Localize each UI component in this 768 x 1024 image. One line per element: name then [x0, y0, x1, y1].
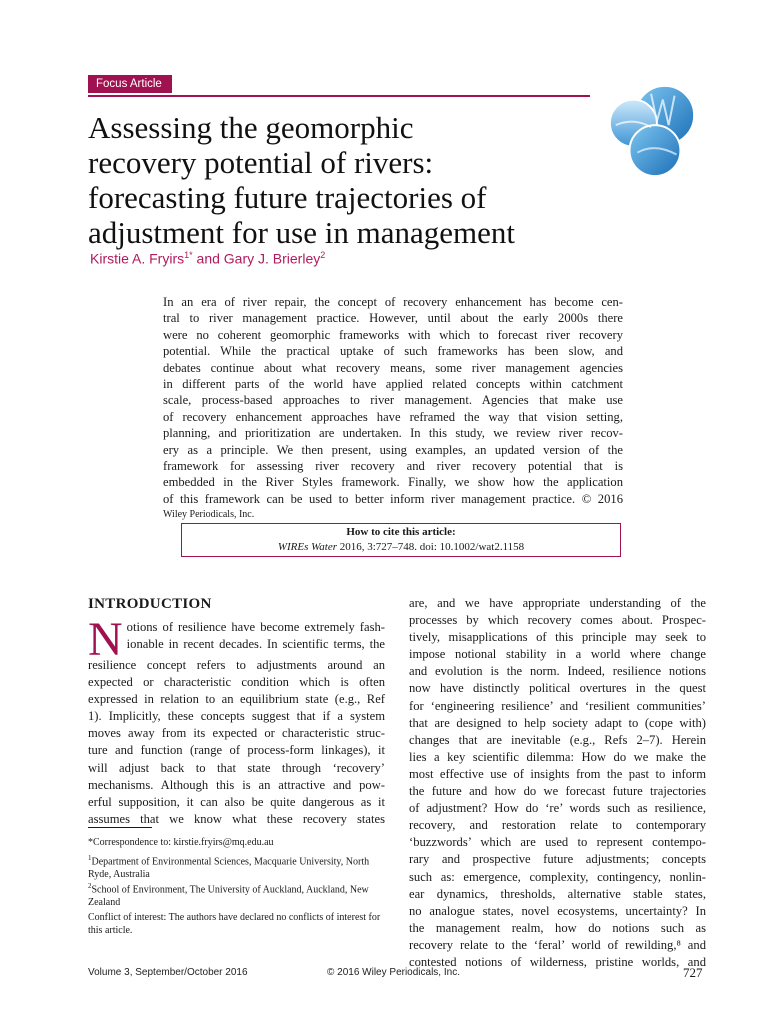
body-line: no analogue states, novel ecosystems, uncertainty? In [409, 903, 706, 918]
drop-cap: N [88, 613, 123, 666]
body-line: most effective use of insights from the past to inform [409, 766, 706, 781]
title-line: Assessing the geomorphic [88, 110, 414, 145]
body-line: moves away from its expected or characteristic struc- [88, 726, 385, 741]
journal-logo-icon [604, 82, 702, 180]
body-line: for ‘engineering resilience’ and ‘resilient communities’ [409, 698, 706, 713]
right-column [409, 595, 706, 971]
body-line: the management realm, how do notions such as [409, 920, 706, 935]
header-rule [88, 95, 590, 97]
abstract-line: of this framework can be used to better inform river management practice. © 2016 [163, 491, 623, 506]
abstract-line: planning, and prioritization are undertaken. In this study, we review river recov- [163, 426, 623, 441]
affiliation-note [88, 880, 385, 909]
article-type-badge: Focus Article [88, 75, 172, 93]
body-line: ionable in recent decades. In scientific terms, the [126, 637, 385, 652]
body-line: and evolution is the norm. Indeed, resilience notions [409, 664, 706, 679]
body-line: will adjust back to that state through ‘recovery’ [88, 760, 385, 775]
abstract-line: of recovery enhancement approaches have reframed the way that vision setting, [163, 409, 623, 424]
body-line: of adjustment? How do ‘re’ words such as resilience, [409, 801, 706, 816]
abstract-line: In an era of river repair, the concept of recovery enhancement has become cen- [163, 295, 623, 309]
body-line: recovery relate to the ‘feral’ world of rewilding,⁸ and [409, 937, 706, 952]
affiliation-mark: 2 [88, 882, 92, 890]
body-line: ture and function (range of process-form linkages), it [88, 743, 385, 758]
body-line: resilience concept refers to adjustments around an [88, 658, 385, 672]
abstract-line: potential. While the practical uptake of such frameworks has been slow, and [163, 344, 623, 359]
abstract-line: tral to river management practice. However, until about the early 2000s there [163, 311, 623, 326]
author-list [90, 250, 325, 267]
body-line: such as: emergence, complexity, contingency, nonlin- [409, 869, 706, 884]
body-line: expected or characteristic condition which is often [88, 675, 385, 690]
citation-ref: 2016, 3:727–748. doi: 10.1002/wat2.1158 [336, 541, 525, 553]
body-line: rary and prospective future adjustments; concepts [409, 852, 706, 867]
body-line: 1). Implicitly, these concepts suggest that if a system [88, 709, 385, 724]
affiliation-mark: 2 [320, 250, 326, 260]
body-line: otions of resilience have become extremely fash- [126, 620, 385, 634]
abstract-line: framework for assessing river recovery and river recovery potential that is [163, 458, 623, 473]
author-name[interactable]: and Gary J. Brierley [192, 250, 321, 267]
body-line: ear dynamics, thresholds, alternative stable states, [409, 886, 706, 901]
title-line: recovery potential of rivers: [88, 145, 434, 180]
abstract-line: were no coherent geomorphic frameworks with which to forecast river recovery [163, 327, 623, 342]
body-line: tively, misapplications of this principle may seek to [409, 630, 706, 645]
author-name[interactable]: Kirstie A. Fryirs [90, 250, 185, 267]
affiliation-text: Department of Environmental Sciences, Macquarie University, North Ryde, Australia [88, 856, 370, 881]
body-line: lies a key scientific dilemma: How do we make the [409, 749, 706, 764]
page-number: 727 [683, 965, 703, 980]
body-line: mechanisms. Although this is an attractive and pow- [88, 777, 385, 792]
body-line: ‘buzzwords’ which are used to represent contempo- [409, 835, 706, 850]
body-line: the future and how do we forecast future trajectories [409, 784, 706, 799]
section-heading: INTRODUCTION [88, 596, 212, 612]
body-line: now have distinctly political overtures in the quest [409, 681, 706, 696]
article-title [88, 110, 598, 250]
abstract-copyright: Wiley Periodicals, Inc. [163, 509, 255, 521]
body-line: processes by which recovery comes about. Prospec- [409, 613, 706, 628]
abstract [163, 294, 623, 522]
citation-heading: How to cite this article: [346, 526, 456, 538]
footnote-rule [88, 827, 152, 828]
journal-name: WIREs Water [277, 541, 337, 553]
body-line: contested notions of wilderness, pristine worlds, and [409, 954, 706, 969]
footer-copyright: © 2016 Wiley Periodicals, Inc. [327, 967, 460, 978]
abstract-line: in different parts of the world have applied related concepts within catchment [163, 376, 623, 391]
body-line: are, and we have appropriate understanding of the [409, 596, 706, 610]
body-line: expressed in relation to an equilibrium state (e.g., Ref [88, 692, 385, 707]
correspondence-note[interactable]: *Correspondence to: kirstie.fryirs@mq.edu.au [88, 837, 274, 848]
affiliation-mark: 1 [88, 854, 92, 862]
citation-box [181, 523, 621, 557]
affiliation-text: School of Environment, The University of Auckland, Auckland, New Zealand [88, 884, 369, 909]
title-line: forecasting future trajectories of [88, 180, 487, 215]
affiliation-note [88, 852, 385, 881]
body-line: assumes that we know what these recovery states [88, 811, 385, 826]
conflict-note: Conflict of interest: The authors have declared no conflicts of interest for this article. [88, 912, 381, 936]
abstract-line: debates continue about what recovery means, some river management agencies [163, 360, 623, 375]
left-column [88, 613, 385, 828]
citation-text[interactable] [182, 540, 620, 555]
title-line: adjustment for use in management [88, 215, 515, 250]
affiliation-mark: 1* [184, 250, 193, 260]
abstract-line: embedded in the River Styles framework. Finally, we show how the application [163, 475, 623, 490]
body-line: impose notional stability in a world where change [409, 647, 706, 662]
body-line: changes that are inevitable (e.g., Refs 2–7). Herein [409, 732, 706, 747]
body-line: that are designed to help society adapt to (cope with) [409, 715, 706, 730]
footer-volume: Volume 3, September/October 2016 [88, 967, 248, 978]
abstract-line: scale, process-based approaches to river management. Agencies that make use [163, 393, 623, 408]
body-line: erful supposition, it can also be quite dangerous as it [88, 794, 385, 809]
abstract-line: ery as a principle. We then present, using examples, an updated version of the [163, 442, 623, 457]
body-line: recovery, and restoration relate to contemporary [409, 818, 706, 833]
